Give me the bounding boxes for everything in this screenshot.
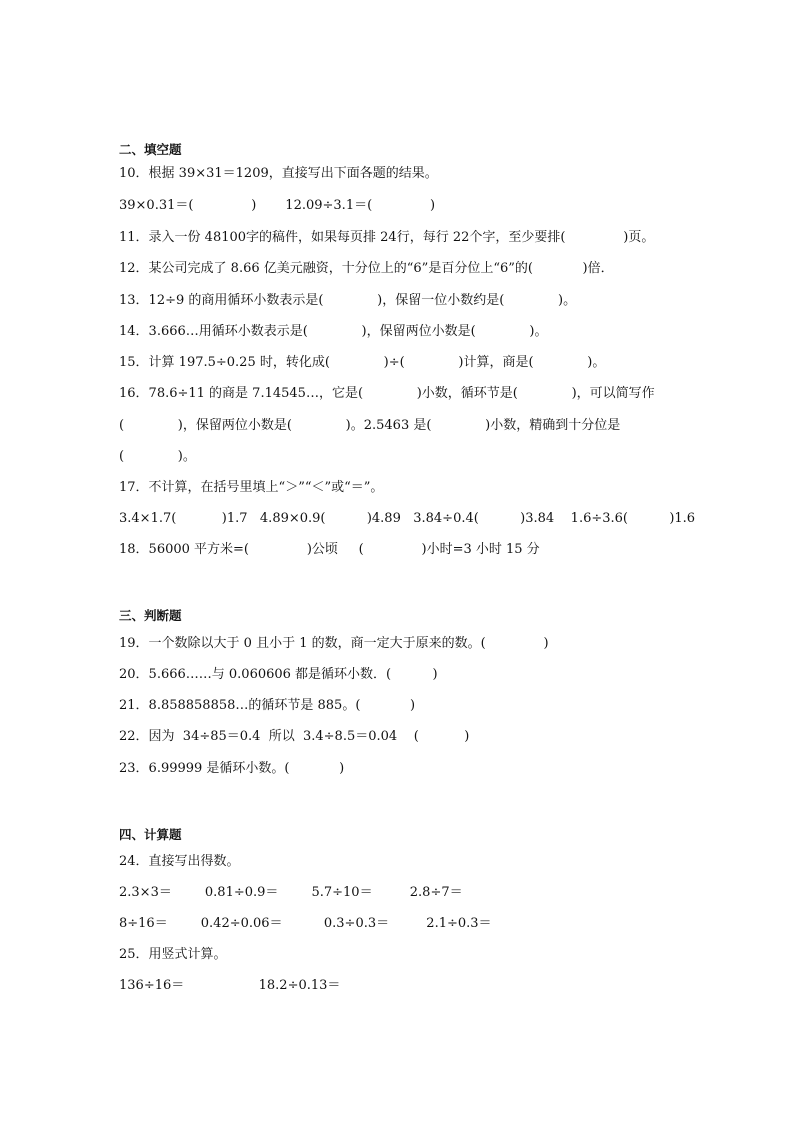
section-heading-judge: 三、判断题 [119,608,182,623]
question-18: 18．56000 平方米=( )公顷 ( )小时=3 小时 15 分 [119,542,540,557]
section-heading-calc: 四、计算题 [119,827,182,842]
question-25-items: 136÷16＝ 18.2÷0.13＝ [119,978,341,993]
question-17-items: 3.4×1.7( )1.7 4.89×0.9( )4.89 3.84÷0.4( )3.84 1.6÷3.6( )1.6 [119,511,696,526]
question-14: 14．3.666…用循环小数表示是( )，保留两位小数是( )。 [119,324,548,339]
question-23: 23．6.99999 是循环小数。( ) [119,761,345,776]
question-24-row-1: 2.3×3＝ 0.81÷0.9＝ 5.7÷10＝ 2.8÷7＝ [119,885,463,900]
question-19: 19．一个数除以大于 0 且小于 1 的数，商一定大于原来的数。( ) [119,636,549,651]
question-12: 12．某公司完成了 8.66 亿美元融资，十分位上的“6”是百分位上“6”的( )倍． [119,261,614,276]
question-15: 15．计算 197.5÷0.25 时，转化成( )÷( )计算，商是( )。 [119,355,606,370]
question-20: 20．5.666……与 0.060606 都是循环小数．( ) [119,667,438,682]
section-heading-fill-blank: 二、填空题 [119,142,182,157]
question-17: 17．不计算，在括号里填上“＞”“＜”或“＝”。 [119,480,384,495]
question-13: 13．12÷9 的商用循环小数表示是( )，保留一位小数约是( )。 [119,293,577,308]
question-10: 10．根据 39×31＝1209，直接写出下面各题的结果。 [119,166,438,181]
question-16-cont-2: ( )。 [119,449,196,464]
question-16: 16．78.6÷11 的商是 7.14545…，它是( )小数，循环节是( )，可以简写作 [119,386,655,401]
question-24: 24．直接写出得数。 [119,854,240,869]
question-21: 21．8.858858858…的循环节是 885。( ) [119,698,416,713]
question-16-cont-1: ( )，保留两位小数是( )。2.5463 是( )小数，精确到十分位是 [119,418,621,433]
question-22: 22．因为 34÷85＝0.4 所以 3.4÷8.5＝0.04 ( ) [119,729,470,744]
question-11: 11．录入一份 48100字的稿件，如果每页排 24行，每行 22个字，至少要排( )页。 [119,230,655,245]
question-24-row-2: 8÷16＝ 0.42÷0.06＝ 0.3÷0.3＝ 2.1÷0.3＝ [119,916,492,931]
question-10-items: 39×0.31＝( ) 12.09÷3.1＝( ) [119,198,436,213]
question-25: 25．用竖式计算。 [119,947,227,962]
